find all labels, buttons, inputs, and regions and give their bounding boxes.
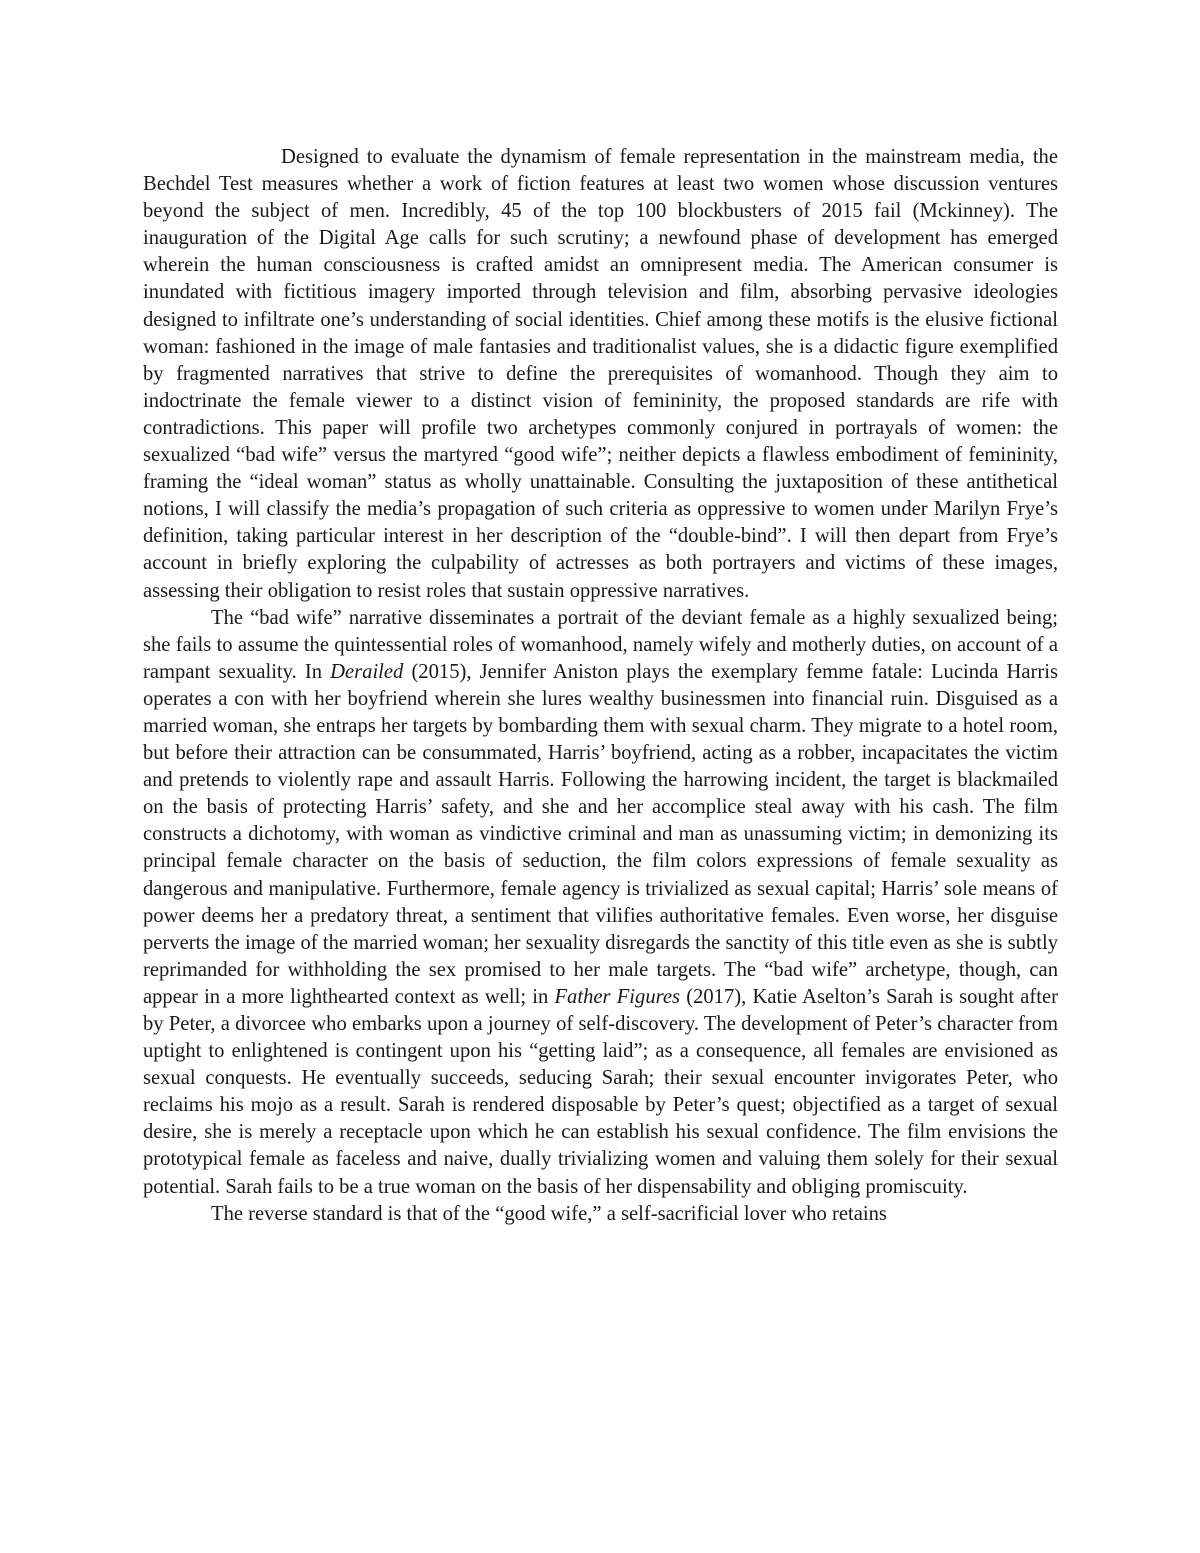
paragraph-bad-wife bbox=[143, 605, 1058, 1201]
paragraph-text: (2015), Jennifer Aniston plays the exemplary femme fatale: Lucinda Harris operates a con with her boyfriend wherein she lures wealthy businessmen into financial ruin. Disguised as a married woman, she entraps her targets by bombarding them with sexual charm. They migrate to a hotel room, but before their attraction can be consummated, Harris’ boyfriend, acting as a robber, incapacitates the victim and pretends to violently rape and assault Harris. Following the harrowing incident, the target is blackmailed on the basis of protecting Harris’ safety, and she and her accomplice steal away with his cash. The film constructs a dichotomy, with woman as vindictive criminal and man as unassuming victim; in demonizing its principal female character on the basis of seduction, the film colors expressions of female sexuality as dangerous and manipulative. Furthermore, female agency is trivialized as sexual capital; Harris’ sole means of power deems her a predatory threat, a sentiment that vilifies authoritative females. Even worse, her disguise perverts the image of the married woman; her sexuality disregards the sanctity of this title even as she is subtly reprimanded for withholding the sex promised to her male targets. The “bad wife” archetype, though, can appear in a more lighthearted context as well; in bbox=[143, 660, 1059, 1008]
film-title-derailed: Derailed bbox=[330, 660, 404, 683]
paragraph-text: The “bad wife” narrative disseminates a portrait of the deviant female as a highly sexualized being; she fails to assume the quintessential roles of womanhood, namely wifely and motherly duties, on account of a rampant sexuality. In bbox=[143, 606, 1058, 683]
paragraph-intro bbox=[143, 144, 1058, 605]
film-title-father-figures: Father Figures bbox=[554, 985, 681, 1008]
paragraph-text: Designed to evaluate the dynamism of female representation in the mainstream media, the Bechdel Test measures whether a work of fiction features at least two women whose discussion ventures beyond the subject of men. Incredibly, 45 of the top 100 blockbusters of 2015 fail (Mckinney). The inauguration of the Digital Age calls for such scrutiny; a newfound phase of development has emerged wherein the human consciousness is crafted amidst an omnipresent media. The American consumer is inundated with fictitious imagery imported through television and film, absorbing pervasive ideologies designed to infiltrate one’s understanding of social identities. Chief among these motifs is the elusive fictional woman: fashioned in the image of male fantasies and traditionalist values, she is a didactic figure exemplified by fragmented narratives that strive to define the prerequisites of womanhood. Though they aim to indoctrinate the female viewer to a distinct vision of femininity, the proposed standards are rife with contradictions. This paper will profile two archetypes commonly conjured in portrayals of women: the sexualized “bad wife” versus the martyred “good wife”; neither depicts a flawless embodiment of femininity, framing the “ideal woman” status as wholly unattainable. Consulting the juxtaposition of these antithetical notions, I will classify the media’s propagation of such criteria as oppressive to women under Marilyn Frye’s definition, taking particular interest in her description of the “double-bind”. I will then depart from Frye’s account in briefly exploring the culpability of actresses as both portrayers and victims of these images, assessing their obligation to resist roles that sustain oppressive narratives. bbox=[143, 146, 1058, 602]
paragraph-good-wife bbox=[143, 1201, 1058, 1228]
paragraph-text: The reverse standard is that of the “good wife,” a self-sacrificial lover who retains bbox=[211, 1202, 887, 1225]
document-body bbox=[143, 144, 1058, 1228]
paragraph-text: (2017), Katie Aselton’s Sarah is sought after by Peter, a divorcee who embarks upon a journey of self-discovery. The development of Peter’s character from uptight to enlightened is contingent upon his “getting laid”; as a consequence, all females are envisioned as sexual conquests. He eventually succeeds, seducing Sarah; their sexual encounter invigorates Peter, who reclaims his mojo as a result. Sarah is rendered disposable by Peter’s quest; objectified as a target of sexual desire, she is merely a receptacle upon which he can establish his sexual confidence. The film envisions the prototypical female as faceless and naive, dually trivializing women and valuing them solely for their sexual potential. Sarah fails to be a true woman on the basis of her dispensability and obliging promiscuity. bbox=[143, 985, 1059, 1198]
